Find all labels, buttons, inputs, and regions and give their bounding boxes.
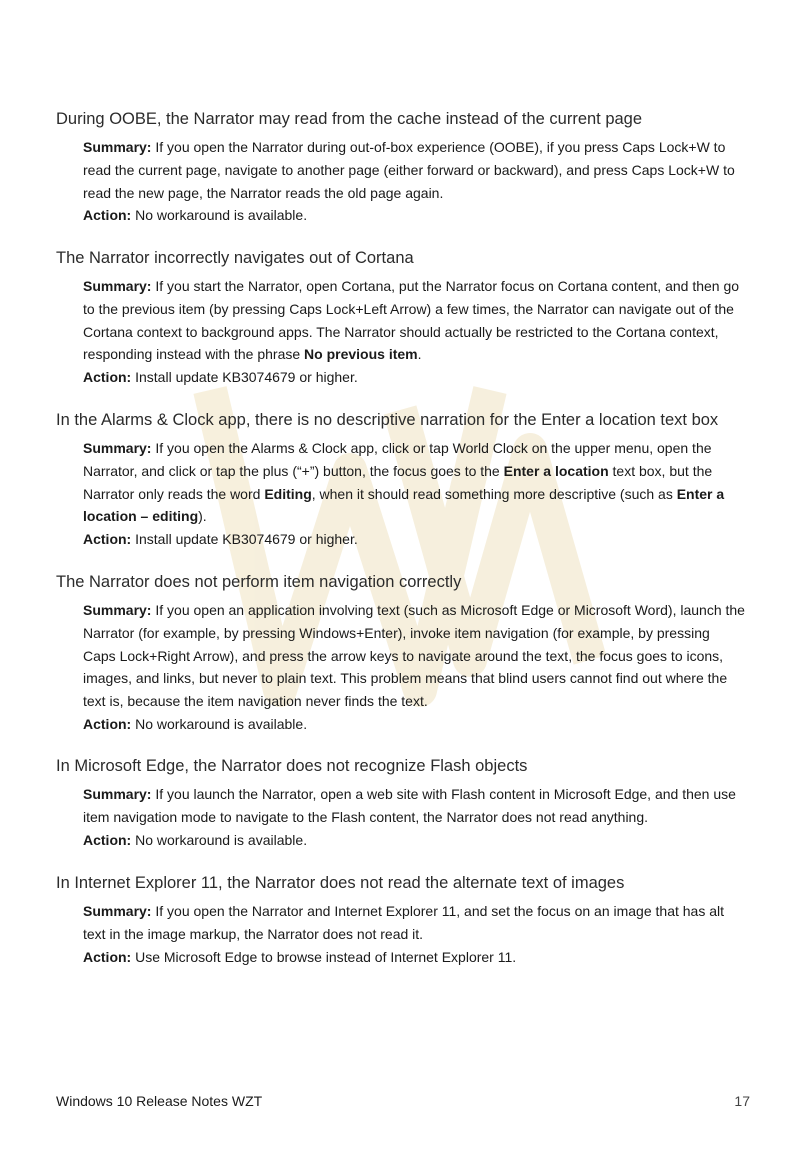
summary-paragraph <box>83 783 745 829</box>
footer-title: Windows 10 Release Notes WZT <box>56 1093 263 1109</box>
issue-title: In the Alarms & Clock app, there is no descriptive narration for the Enter a location text box <box>56 411 719 429</box>
summary-text: If you launch the Narrator, open a web site with Flash content in Microsoft Edge, and then use item navigation mode to navigate to the Flash content, the Narrator does not read anything. <box>83 786 736 825</box>
summary-text: If you open the Narrator and Internet Explorer 11, and set the focus on an image that has alt text in the image markup, the Narrator does not read it. <box>83 903 725 942</box>
action-paragraph <box>83 528 745 551</box>
summary-text: , when it should read something more descriptive (such as <box>311 485 677 502</box>
summary-paragraph <box>83 900 745 946</box>
issue-section <box>56 247 756 389</box>
summary-emphasis: Editing <box>264 485 312 502</box>
action-paragraph <box>83 829 745 852</box>
summary-paragraph <box>83 136 745 204</box>
action-label: Action: <box>83 531 132 548</box>
summary-text: text box, but the Narrator only reads the word <box>83 462 713 502</box>
action-paragraph <box>83 204 745 227</box>
issue-section <box>56 872 756 968</box>
summary-text: If you open an application involving text (such as Microsoft Edge or Microsoft Word), launch the Narrator (for example, by pressing Windows+Enter), invoke item navigation (for example, by pressing Caps Lock+Right Arrow), and press the arrow keys to navigate around the text, the focus goes to icons, images, and links, but never to plain text. This problem means that blind users cannot find out where the text is, because the item navigation never finds the text. <box>83 602 745 710</box>
action-paragraph <box>83 366 745 389</box>
summary-emphasis: Enter a location <box>503 462 609 479</box>
issue-body <box>83 437 745 551</box>
issue-body <box>83 900 745 968</box>
action-label: Action: <box>83 715 132 732</box>
action-text: No workaround is available. <box>135 207 308 224</box>
issue-title: The Narrator incorrectly navigates out of Cortana <box>56 249 414 267</box>
summary-label: Summary: <box>83 903 152 919</box>
action-label: Action: <box>83 207 132 224</box>
issue-section <box>56 755 756 851</box>
action-text: Install update KB3074679 or higher. <box>135 369 358 386</box>
summary-text: If you open the Narrator during out-of-box experience (OOBE), if you press Caps Lock+W to read the current page, navigate to another page (either forward or backward), and press Caps Lock+W to read the new page, the Narrator reads the old page again. <box>83 139 735 201</box>
action-label: Action: <box>83 948 132 965</box>
issue-title: The Narrator does not perform item navigation correctly <box>56 573 462 591</box>
issue-section <box>56 571 756 736</box>
summary-text: If you open the Alarms & Clock app, click or tap World Clock on the upper menu, open the Narrator, and click or tap the plus (“+”) button, the focus goes to the <box>83 440 712 479</box>
summary-label: Summary: <box>83 440 152 456</box>
action-label: Action: <box>83 831 132 848</box>
summary-paragraph <box>83 437 745 528</box>
issue-body <box>83 783 745 851</box>
page-number: 17 <box>734 1093 750 1109</box>
issue-section <box>56 409 756 551</box>
issue-body <box>83 136 745 227</box>
summary-label: Summary: <box>83 602 152 618</box>
summary-text: . <box>417 346 422 363</box>
summary-paragraph <box>83 599 745 713</box>
action-text: No workaround is available. <box>135 831 308 848</box>
summary-label: Summary: <box>83 278 152 294</box>
issue-body <box>83 599 745 736</box>
summary-label: Summary: <box>83 786 152 802</box>
issue-title: In Microsoft Edge, the Narrator does not recognize Flash objects <box>56 757 528 775</box>
action-paragraph <box>83 946 745 969</box>
issue-body <box>83 275 745 389</box>
action-text: Use Microsoft Edge to browse instead of Internet Explorer 11. <box>135 948 517 965</box>
summary-text: ). <box>198 508 207 525</box>
action-paragraph <box>83 713 745 736</box>
issue-title: During OOBE, the Narrator may read from the cache instead of the current page <box>56 110 643 128</box>
summary-emphasis: No previous item <box>304 346 418 363</box>
summary-label: Summary: <box>83 139 152 155</box>
summary-text: If you start the Narrator, open Cortana, put the Narrator focus on Cortana content, and then go to the previous item (by pressing Caps Lock+Left Arrow) a few times, the Narrator can navigate out of the Cortana context to background apps. The Narrator should actually be restricted to the Cortana context, responding instead with the phrase <box>83 278 740 363</box>
action-text: Install update KB3074679 or higher. <box>135 531 358 548</box>
issue-title: In Internet Explorer 11, the Narrator does not read the alternate text of images <box>56 874 625 892</box>
issue-section <box>56 108 756 227</box>
action-text: No workaround is available. <box>135 715 308 732</box>
action-label: Action: <box>83 369 132 386</box>
summary-paragraph <box>83 275 745 366</box>
summary-emphasis: Enter a location – editing <box>83 485 725 525</box>
